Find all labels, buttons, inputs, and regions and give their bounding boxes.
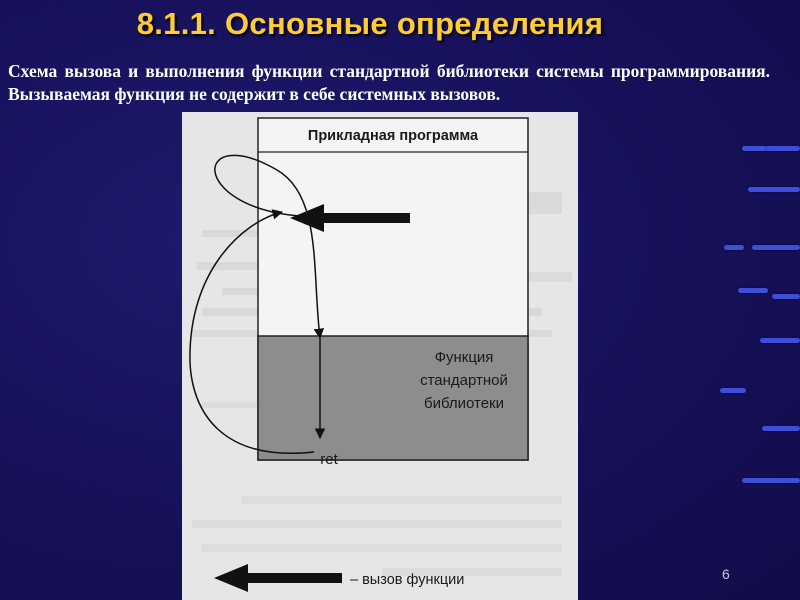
- page-number: 6: [722, 566, 730, 582]
- slide-body-text: Схема вызова и выполнения функции стандартной библиотеки системы программирования. Вызываемая функция не содержит в себе системных вызовов.: [8, 61, 770, 104]
- slide-title: 8.1.1. Основные определения: [136, 6, 604, 41]
- library-function-label-line-1: Функция: [434, 349, 494, 366]
- decorative-dash: [752, 245, 800, 250]
- diagram-svg: [182, 112, 578, 600]
- legend-label: – вызов функции: [350, 572, 465, 588]
- decorative-dash: [762, 426, 800, 431]
- legend-arrow: [214, 564, 342, 592]
- library-function-label-line-2: стандартной: [420, 372, 508, 389]
- app-program-label: Прикладная программа: [307, 128, 479, 144]
- decorative-dash: [760, 338, 800, 343]
- decorative-dash: [748, 187, 800, 192]
- decorative-dash: [720, 388, 746, 393]
- decorative-dash: [738, 288, 768, 293]
- ret-label: ret: [320, 451, 338, 468]
- decorative-dash: [742, 478, 800, 483]
- library-function-label-line-3: библиотеки: [423, 395, 505, 412]
- decorative-dash: [766, 146, 800, 151]
- diagram-figure: [182, 112, 578, 600]
- decorative-dash: [772, 294, 800, 299]
- decorative-dash: [724, 245, 744, 250]
